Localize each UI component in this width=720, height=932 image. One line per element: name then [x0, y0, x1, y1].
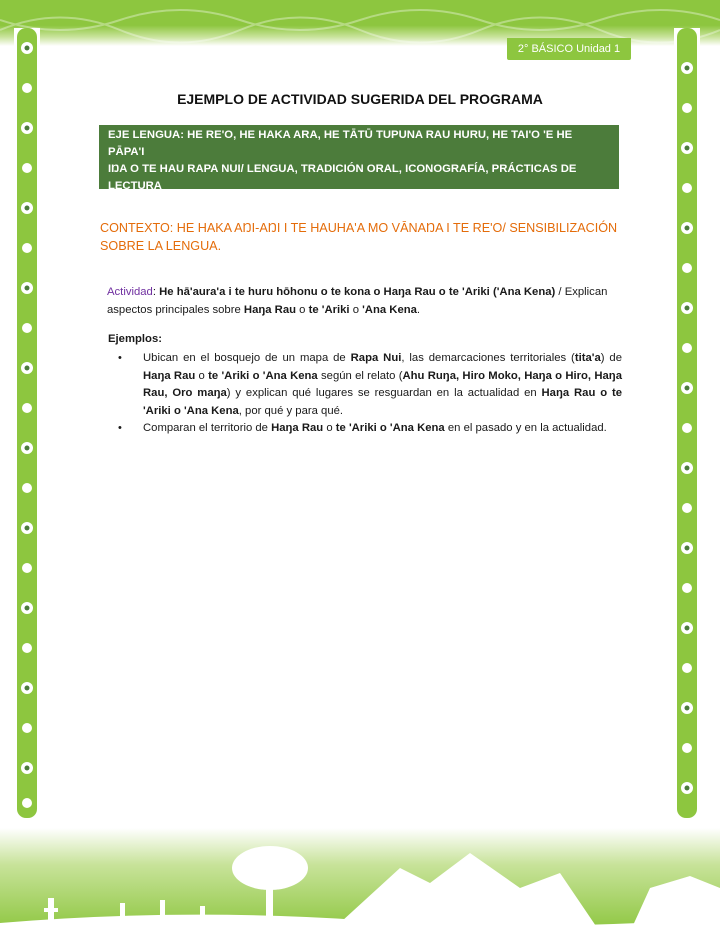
actividad-text-2: o: [349, 304, 363, 316]
actividad-text-1: o: [296, 304, 309, 316]
left-ornament-border: [14, 28, 40, 818]
contexto-line-1: CONTEXTO: HE HAKA AŊI-AŊI I TE HAUHA'A MO VĀNAŊA I TE RE'O/ SENSIBILIZACIÓN: [100, 221, 618, 235]
page-title: EJEMPLO DE ACTIVIDAD SUGERIDA DEL PROGRAMA: [177, 91, 543, 107]
list-item: [116, 350, 622, 420]
item-text: o: [323, 422, 336, 435]
item-term: Haŋa Rau: [143, 369, 196, 382]
item-text: en el pasado y en la actualidad.: [444, 422, 607, 435]
ejemplos-heading: Ejemplos:: [108, 333, 162, 345]
item-text: ) de: [600, 352, 622, 364]
eje-line-1: EJE LENGUA: HE RE'O, HE HAKA ARA, HE TĀTŪ TUPUNA RAU HURU, HE TAI'O 'E HE PĀPA'I: [108, 129, 573, 158]
item-term: te 'Ariki o 'Ana Kena: [335, 422, 445, 435]
actividad-title: He hā'aura'a i te huru hōhonu o te kona o Haŋa Rau o te 'Ariki ('Ana Kena): [159, 286, 556, 298]
bullet-icon: •: [118, 352, 122, 364]
list-item: [116, 420, 622, 438]
item-text: , por qué y para qué.: [238, 404, 344, 417]
item-text: o: [195, 369, 209, 382]
item-text: Ubican en el bosquejo de un mapa de: [143, 352, 351, 364]
item-term: Ahu Ruŋa, Hiro Moko, Haŋa o Hiro, Haŋa Rau, Oro maŋa: [143, 369, 622, 400]
actividad-separator: :: [152, 286, 160, 298]
item-text: según el relato (: [317, 369, 403, 382]
eje-line-2: IŊA O TE HAU RAPA NUI/ LENGUA, TRADICIÓN ORAL, ICONOGRAFÍA, PRÁCTICAS DE LECTURA: [108, 163, 577, 192]
item-text: ) y explican qué lugares se resguardan en la actualidad en: [226, 387, 542, 400]
item-text: , las demarcaciones territoriales (: [401, 352, 575, 364]
item-term: Rapa Nui: [350, 352, 402, 364]
actividad-text: / Explican aspectos principales sobre: [107, 286, 608, 316]
actividad-term-2: te 'Ariki: [308, 304, 350, 316]
actividad-term-3: 'Ana Kena: [362, 304, 417, 316]
item-term: Haŋa Rau o te 'Ariki o 'Ana Kena: [143, 387, 623, 417]
grade-unit-badge: 2° BÁSICO Unidad 1: [507, 38, 631, 60]
item-term: te 'Ariki o 'Ana Kena: [208, 369, 318, 382]
bullet-icon: •: [118, 422, 122, 435]
actividad-paragraph: [107, 283, 619, 319]
landscape-footer-illustration: [0, 828, 720, 932]
item-text: Comparan el territorio de: [143, 422, 272, 435]
contexto-heading: [100, 219, 620, 255]
item-term: tita'a: [574, 352, 601, 364]
actividad-text-3: .: [416, 304, 421, 316]
contexto-line-2: SOBRE LA LENGUA.: [100, 239, 222, 253]
ejemplos-list: [116, 350, 622, 438]
actividad-label: Actividad: [107, 286, 153, 298]
eje-line-3: Y ESCRITURA DE LOS PUEBLOS ORIGINARIOS.: [108, 197, 370, 209]
right-ornament-border: [674, 28, 700, 818]
eje-lengua-box: [99, 125, 619, 209]
actividad-term-1: Haŋa Rau: [243, 304, 297, 316]
item-term: Haŋa Rau: [271, 422, 324, 435]
